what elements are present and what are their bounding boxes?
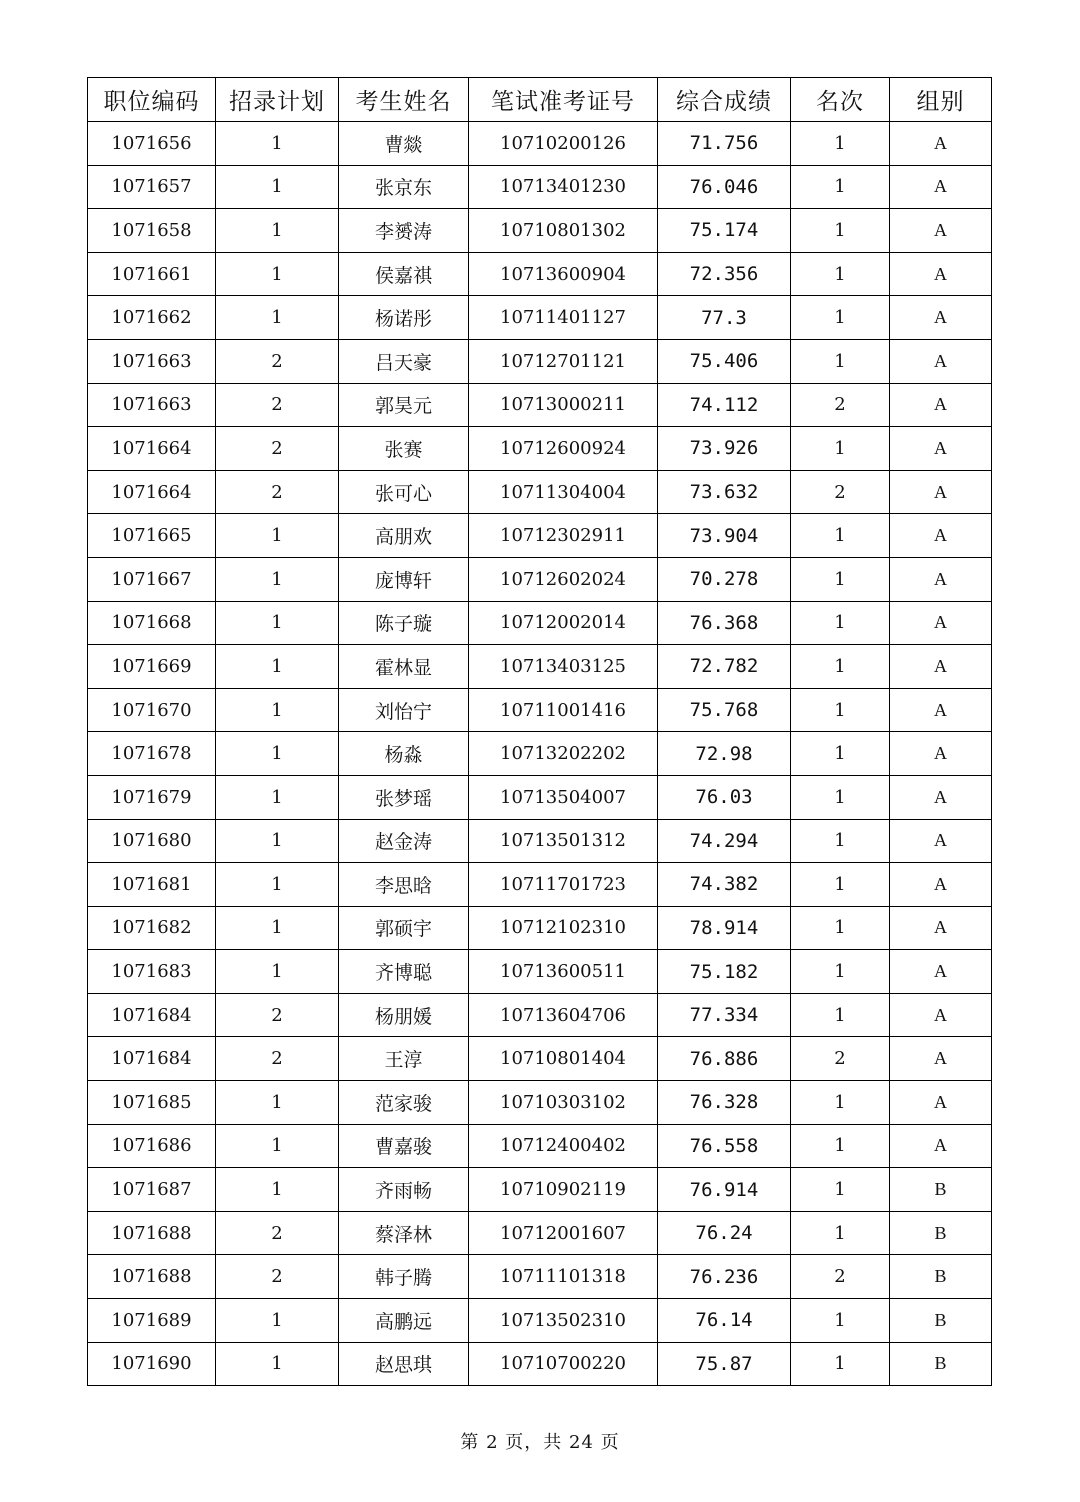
recruit-plan-cell: 2: [216, 1255, 339, 1299]
score-cell: 76.14: [658, 1299, 791, 1343]
position-code-cell: 1071668: [88, 601, 216, 645]
table-row: [88, 1124, 992, 1168]
table-row: [88, 514, 992, 558]
rank-cell: 1: [791, 863, 890, 907]
exam-ticket-cell: 10710801302: [469, 209, 658, 253]
rank-cell: 1: [791, 209, 890, 253]
table-row: [88, 1081, 992, 1125]
position-code-cell: 1071663: [88, 383, 216, 427]
recruit-plan-cell: 1: [216, 906, 339, 950]
table-row: [88, 775, 992, 819]
score-cell: 76.368: [658, 601, 791, 645]
score-cell: 73.632: [658, 470, 791, 514]
score-cell: 73.904: [658, 514, 791, 558]
rank-cell: 1: [791, 950, 890, 994]
table-row: [88, 165, 992, 209]
position-code-cell: 1071680: [88, 819, 216, 863]
exam-ticket-cell: 10712002014: [469, 601, 658, 645]
recruit-plan-cell: 1: [216, 1342, 339, 1386]
exam-ticket-cell: 10710303102: [469, 1081, 658, 1125]
table-row: [88, 1299, 992, 1343]
rank-cell: 1: [791, 339, 890, 383]
header-rank: 名次: [791, 78, 890, 122]
position-code-cell: 1071684: [88, 993, 216, 1037]
score-cell: 71.756: [658, 122, 791, 166]
candidate-name-cell: 杨淼: [339, 732, 469, 776]
rank-cell: 2: [791, 1255, 890, 1299]
candidate-name-cell: 高鹏远: [339, 1299, 469, 1343]
position-code-cell: 1071684: [88, 1037, 216, 1081]
table-row: [88, 1255, 992, 1299]
candidate-name-cell: 刘怡宁: [339, 688, 469, 732]
rank-cell: 1: [791, 1124, 890, 1168]
rank-cell: 1: [791, 688, 890, 732]
score-cell: 72.98: [658, 732, 791, 776]
header-recruit-plan: 招录计划: [216, 78, 339, 122]
header-composite-score: 综合成绩: [658, 78, 791, 122]
candidate-name-cell: 高朋欢: [339, 514, 469, 558]
group-cell: A: [890, 993, 992, 1037]
position-code-cell: 1071687: [88, 1168, 216, 1212]
candidate-name-cell: 范家骏: [339, 1081, 469, 1125]
recruit-plan-cell: 1: [216, 819, 339, 863]
exam-ticket-cell: 10710801404: [469, 1037, 658, 1081]
group-cell: A: [890, 906, 992, 950]
group-cell: A: [890, 165, 992, 209]
table-row: [88, 122, 992, 166]
exam-ticket-cell: 10711001416: [469, 688, 658, 732]
exam-ticket-cell: 10713401230: [469, 165, 658, 209]
rank-cell: 2: [791, 470, 890, 514]
rank-cell: 1: [791, 1211, 890, 1255]
table-row: [88, 863, 992, 907]
header-group: 组别: [890, 78, 992, 122]
score-cell: 72.356: [658, 252, 791, 296]
candidate-name-cell: 李赟涛: [339, 209, 469, 253]
group-cell: A: [890, 514, 992, 558]
recruit-plan-cell: 1: [216, 863, 339, 907]
position-code-cell: 1071682: [88, 906, 216, 950]
table-row: [88, 906, 992, 950]
table-header: [88, 78, 992, 122]
group-cell: A: [890, 557, 992, 601]
table-row: [88, 1342, 992, 1386]
recruit-plan-cell: 1: [216, 1168, 339, 1212]
page-footer-pagination: 第 2 页，共 24 页: [460, 1432, 620, 1453]
score-cell: 72.782: [658, 645, 791, 689]
candidate-name-cell: 曹燚: [339, 122, 469, 166]
exam-ticket-cell: 10713600511: [469, 950, 658, 994]
table-row: [88, 557, 992, 601]
group-cell: A: [890, 1124, 992, 1168]
exam-ticket-cell: 10710902119: [469, 1168, 658, 1212]
rank-cell: 1: [791, 296, 890, 340]
candidate-name-cell: 杨朋媛: [339, 993, 469, 1037]
header-row: [88, 78, 992, 122]
position-code-cell: 1071679: [88, 775, 216, 819]
rank-cell: 1: [791, 645, 890, 689]
position-code-cell: 1071662: [88, 296, 216, 340]
candidate-name-cell: 郭昊元: [339, 383, 469, 427]
score-cell: 74.382: [658, 863, 791, 907]
exam-ticket-cell: 10712400402: [469, 1124, 658, 1168]
recruit-plan-cell: 2: [216, 383, 339, 427]
recruit-plan-cell: 1: [216, 732, 339, 776]
group-cell: A: [890, 950, 992, 994]
score-cell: 76.886: [658, 1037, 791, 1081]
position-code-cell: 1071688: [88, 1255, 216, 1299]
position-code-cell: 1071689: [88, 1299, 216, 1343]
score-cell: 74.112: [658, 383, 791, 427]
recruit-plan-cell: 2: [216, 470, 339, 514]
position-code-cell: 1071656: [88, 122, 216, 166]
rank-cell: 1: [791, 1081, 890, 1125]
recruit-plan-cell: 1: [216, 252, 339, 296]
exam-ticket-cell: 10713202202: [469, 732, 658, 776]
rank-cell: 1: [791, 165, 890, 209]
position-code-cell: 1071678: [88, 732, 216, 776]
position-code-cell: 1071683: [88, 950, 216, 994]
recruit-plan-cell: 2: [216, 993, 339, 1037]
candidate-name-cell: 齐博聪: [339, 950, 469, 994]
exam-ticket-cell: 10713403125: [469, 645, 658, 689]
exam-ticket-cell: 10711101318: [469, 1255, 658, 1299]
group-cell: A: [890, 296, 992, 340]
recruit-plan-cell: 1: [216, 1124, 339, 1168]
position-code-cell: 1071688: [88, 1211, 216, 1255]
position-code-cell: 1071657: [88, 165, 216, 209]
exam-ticket-cell: 10713501312: [469, 819, 658, 863]
exam-ticket-cell: 10712701121: [469, 339, 658, 383]
table-row: [88, 819, 992, 863]
group-cell: B: [890, 1211, 992, 1255]
header-position-code: 职位编码: [88, 78, 216, 122]
score-cell: 75.174: [658, 209, 791, 253]
recruit-plan-cell: 1: [216, 775, 339, 819]
position-code-cell: 1071669: [88, 645, 216, 689]
score-cell: 70.278: [658, 557, 791, 601]
recruit-plan-cell: 1: [216, 645, 339, 689]
candidate-name-cell: 韩子腾: [339, 1255, 469, 1299]
rank-cell: 1: [791, 819, 890, 863]
position-code-cell: 1071667: [88, 557, 216, 601]
rank-cell: 1: [791, 775, 890, 819]
table-row: [88, 688, 992, 732]
recruit-plan-cell: 1: [216, 514, 339, 558]
position-code-cell: 1071670: [88, 688, 216, 732]
position-code-cell: 1071664: [88, 470, 216, 514]
position-code-cell: 1071665: [88, 514, 216, 558]
rank-cell: 1: [791, 601, 890, 645]
candidate-name-cell: 蔡泽林: [339, 1211, 469, 1255]
results-table: [87, 77, 992, 1386]
table-row: [88, 732, 992, 776]
exam-ticket-cell: 10713504007: [469, 775, 658, 819]
rank-cell: 1: [791, 993, 890, 1037]
position-code-cell: 1071685: [88, 1081, 216, 1125]
rank-cell: 1: [791, 557, 890, 601]
table-row: [88, 1211, 992, 1255]
table-row: [88, 645, 992, 689]
score-cell: 75.87: [658, 1342, 791, 1386]
rank-cell: 1: [791, 1299, 890, 1343]
rank-cell: 2: [791, 1037, 890, 1081]
score-cell: 75.768: [658, 688, 791, 732]
recruit-plan-cell: 1: [216, 688, 339, 732]
group-cell: A: [890, 122, 992, 166]
recruit-plan-cell: 1: [216, 950, 339, 994]
score-cell: 76.914: [658, 1168, 791, 1212]
score-cell: 74.294: [658, 819, 791, 863]
group-cell: A: [890, 863, 992, 907]
group-cell: B: [890, 1168, 992, 1212]
group-cell: A: [890, 819, 992, 863]
group-cell: A: [890, 339, 992, 383]
exam-ticket-cell: 10712001607: [469, 1211, 658, 1255]
score-cell: 77.334: [658, 993, 791, 1037]
recruit-plan-cell: 2: [216, 427, 339, 471]
recruit-plan-cell: 1: [216, 1081, 339, 1125]
candidate-name-cell: 郭硕宇: [339, 906, 469, 950]
table-row: [88, 209, 992, 253]
candidate-name-cell: 王淳: [339, 1037, 469, 1081]
score-cell: 77.3: [658, 296, 791, 340]
rank-cell: 1: [791, 514, 890, 558]
candidate-name-cell: 李思晗: [339, 863, 469, 907]
exam-ticket-cell: 10713600904: [469, 252, 658, 296]
group-cell: A: [890, 209, 992, 253]
recruit-plan-cell: 2: [216, 1211, 339, 1255]
header-candidate-name: 考生姓名: [339, 78, 469, 122]
candidate-name-cell: 吕天豪: [339, 339, 469, 383]
group-cell: A: [890, 732, 992, 776]
recruit-plan-cell: 1: [216, 1299, 339, 1343]
position-code-cell: 1071686: [88, 1124, 216, 1168]
table-row: [88, 993, 992, 1037]
candidate-name-cell: 张梦瑶: [339, 775, 469, 819]
group-cell: B: [890, 1342, 992, 1386]
candidate-name-cell: 张京东: [339, 165, 469, 209]
recruit-plan-cell: 1: [216, 165, 339, 209]
candidate-name-cell: 霍林显: [339, 645, 469, 689]
table-body: [88, 122, 992, 1386]
position-code-cell: 1071664: [88, 427, 216, 471]
table-row: [88, 296, 992, 340]
header-exam-ticket-number: 笔试准考证号: [469, 78, 658, 122]
score-cell: 76.328: [658, 1081, 791, 1125]
score-cell: 75.182: [658, 950, 791, 994]
rank-cell: 1: [791, 1342, 890, 1386]
score-cell: 75.406: [658, 339, 791, 383]
group-cell: A: [890, 427, 992, 471]
position-code-cell: 1071661: [88, 252, 216, 296]
exam-ticket-cell: 10711701723: [469, 863, 658, 907]
table-row: [88, 252, 992, 296]
rank-cell: 1: [791, 732, 890, 776]
score-cell: 76.24: [658, 1211, 791, 1255]
group-cell: A: [890, 645, 992, 689]
recruit-plan-cell: 1: [216, 209, 339, 253]
recruit-plan-cell: 1: [216, 296, 339, 340]
candidate-name-cell: 张可心: [339, 470, 469, 514]
rank-cell: 1: [791, 252, 890, 296]
group-cell: A: [890, 383, 992, 427]
exam-ticket-cell: 10710200126: [469, 122, 658, 166]
score-cell: 76.236: [658, 1255, 791, 1299]
exam-ticket-cell: 10713000211: [469, 383, 658, 427]
table-row: [88, 1037, 992, 1081]
rank-cell: 1: [791, 122, 890, 166]
candidate-name-cell: 赵金涛: [339, 819, 469, 863]
position-code-cell: 1071690: [88, 1342, 216, 1386]
candidate-name-cell: 庞博轩: [339, 557, 469, 601]
group-cell: B: [890, 1255, 992, 1299]
candidate-name-cell: 张赛: [339, 427, 469, 471]
table-row: [88, 339, 992, 383]
rank-cell: 1: [791, 427, 890, 471]
table-row: [88, 950, 992, 994]
recruit-plan-cell: 1: [216, 122, 339, 166]
table-row: [88, 427, 992, 471]
score-cell: 76.558: [658, 1124, 791, 1168]
group-cell: A: [890, 688, 992, 732]
candidate-name-cell: 曹嘉骏: [339, 1124, 469, 1168]
exam-ticket-cell: 10712602024: [469, 557, 658, 601]
exam-ticket-cell: 10712302911: [469, 514, 658, 558]
exam-ticket-cell: 10712600924: [469, 427, 658, 471]
position-code-cell: 1071681: [88, 863, 216, 907]
candidate-name-cell: 赵思琪: [339, 1342, 469, 1386]
score-cell: 76.046: [658, 165, 791, 209]
group-cell: A: [890, 1037, 992, 1081]
exam-ticket-cell: 10711401127: [469, 296, 658, 340]
table-row: [88, 470, 992, 514]
group-cell: A: [890, 601, 992, 645]
position-code-cell: 1071658: [88, 209, 216, 253]
candidate-name-cell: 陈子璇: [339, 601, 469, 645]
group-cell: A: [890, 775, 992, 819]
position-code-cell: 1071663: [88, 339, 216, 383]
recruit-plan-cell: 2: [216, 339, 339, 383]
group-cell: B: [890, 1299, 992, 1343]
table-row: [88, 383, 992, 427]
recruit-plan-cell: 1: [216, 601, 339, 645]
recruit-plan-cell: 1: [216, 557, 339, 601]
group-cell: A: [890, 252, 992, 296]
score-cell: 76.03: [658, 775, 791, 819]
group-cell: A: [890, 470, 992, 514]
exam-ticket-cell: 10713502310: [469, 1299, 658, 1343]
exam-ticket-cell: 10710700220: [469, 1342, 658, 1386]
score-cell: 78.914: [658, 906, 791, 950]
score-cell: 73.926: [658, 427, 791, 471]
rank-cell: 1: [791, 906, 890, 950]
rank-cell: 1: [791, 1168, 890, 1212]
table-row: [88, 1168, 992, 1212]
candidate-name-cell: 杨诺彤: [339, 296, 469, 340]
exam-ticket-cell: 10712102310: [469, 906, 658, 950]
candidate-name-cell: 齐雨畅: [339, 1168, 469, 1212]
exam-ticket-cell: 10711304004: [469, 470, 658, 514]
candidate-name-cell: 侯嘉祺: [339, 252, 469, 296]
table-row: [88, 601, 992, 645]
exam-ticket-cell: 10713604706: [469, 993, 658, 1037]
group-cell: A: [890, 1081, 992, 1125]
rank-cell: 2: [791, 383, 890, 427]
recruit-plan-cell: 2: [216, 1037, 339, 1081]
